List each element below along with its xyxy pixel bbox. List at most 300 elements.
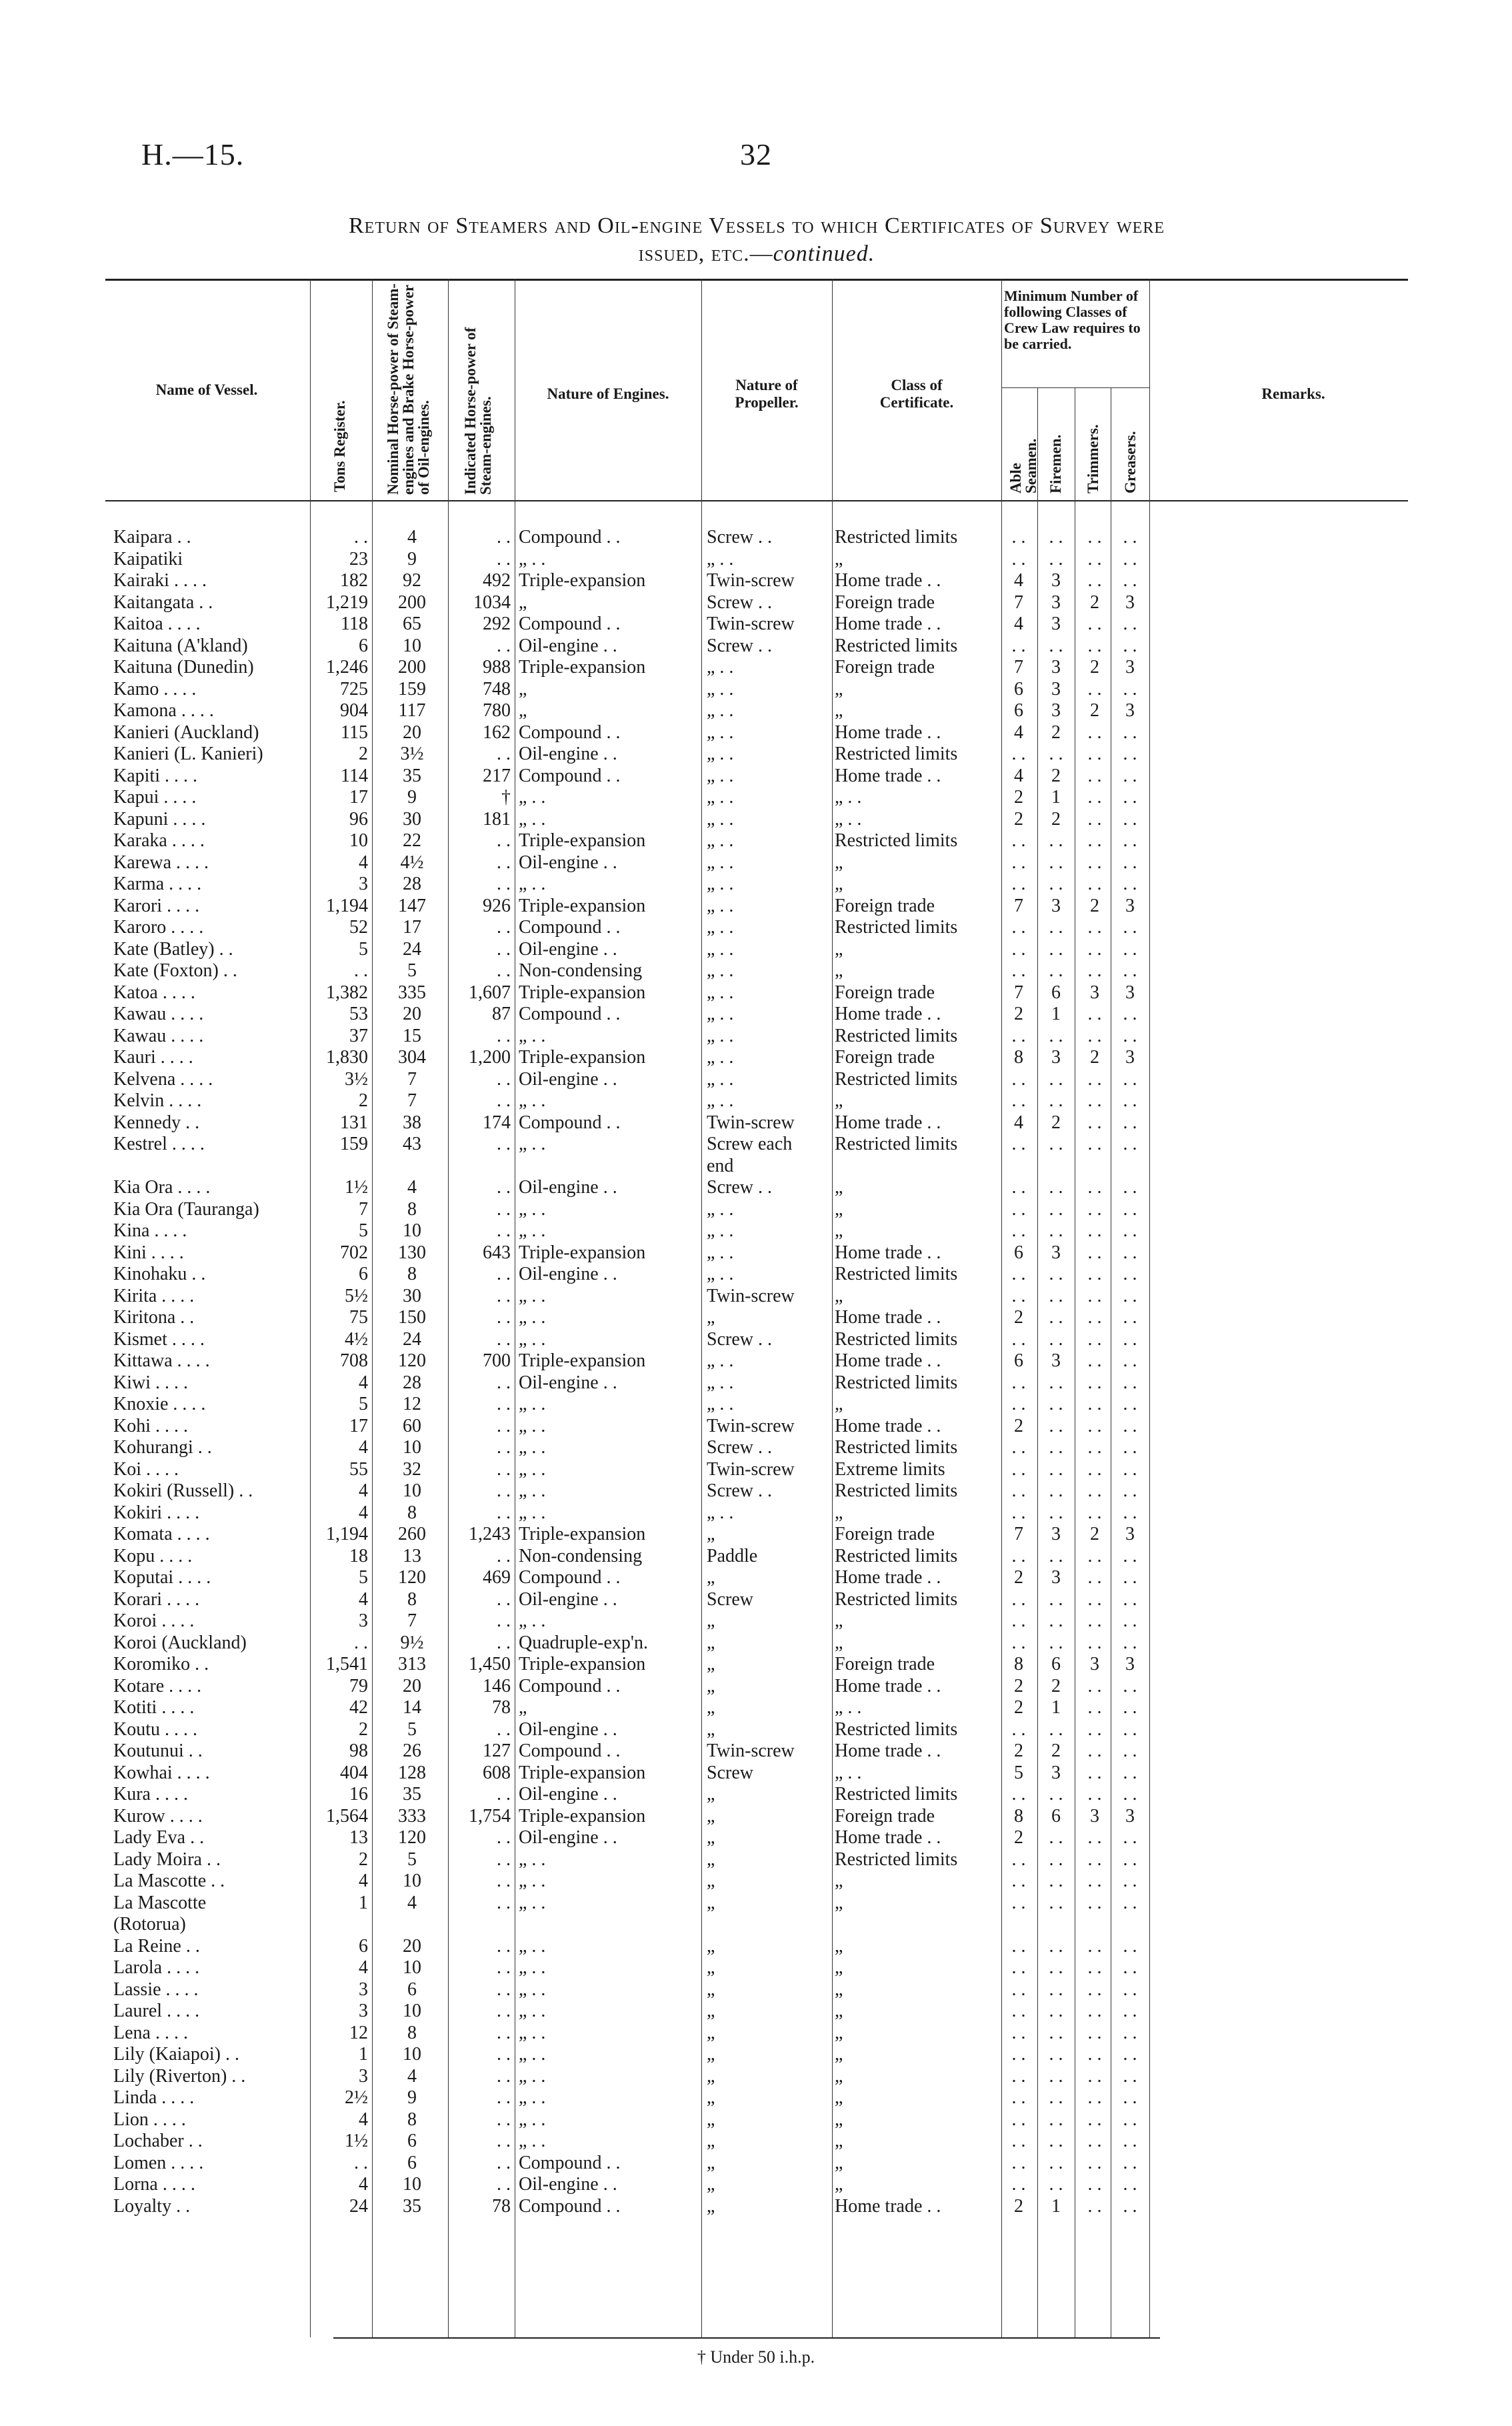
nominal-hp: 26 [403, 1740, 421, 1761]
trimmers-count: . . [1087, 1892, 1102, 1913]
propeller-type: „ . . [707, 874, 734, 894]
indicated-hp: . . [497, 1502, 511, 1523]
trimmers-count: 2 [1090, 700, 1099, 721]
firemen-count: 3 [1051, 1047, 1061, 1068]
engine-type: „ . . [519, 808, 546, 830]
greasers-count: . . [1123, 1567, 1137, 1588]
tons-register: 16 [349, 1784, 368, 1804]
engine-type: Compound . . [519, 1004, 621, 1024]
greasers-count: . . [1123, 1328, 1137, 1350]
certificate-class: Foreign trade [835, 1805, 935, 1827]
indicated-hp: 87 [492, 1004, 511, 1024]
certificate-class: „ [835, 1892, 843, 1913]
certificate-class: „ [835, 1935, 843, 1957]
nominal-hp: 28 [403, 1372, 421, 1393]
propeller-type: Twin-screw [707, 570, 795, 591]
greasers-count: . . [1123, 722, 1137, 743]
engine-type: „ . . [519, 2065, 546, 2087]
firemen-count: . . [1049, 1935, 1063, 1957]
indicated-hp: . . [497, 1849, 511, 1870]
nominal-hp: 60 [403, 1415, 421, 1436]
certificate-class: „ [835, 548, 843, 569]
trimmers-count: . . [1087, 570, 1102, 591]
nominal-hp: 10 [403, 1871, 421, 1891]
nominal-hp: 10 [403, 1220, 421, 1241]
greasers-count: . . [1123, 960, 1137, 981]
trimmers-count: . . [1087, 1458, 1102, 1480]
engine-type: Compound . . [519, 2195, 621, 2217]
propeller-type: Screw . . [707, 1437, 772, 1458]
propeller-type: „ [707, 1307, 715, 1328]
col-head-certificate: Class of Certificate. [879, 377, 954, 411]
greasers-count: 3 [1125, 1805, 1135, 1827]
table-row [0, 1459, 1512, 1480]
vessel-name: Lily (Riverton) . . [113, 2065, 246, 2087]
vessel-name: La Reine . . [113, 1935, 200, 1957]
certificate-class: „ [835, 2065, 843, 2087]
table-row [0, 1676, 1512, 1697]
greasers-count: . . [1123, 1718, 1137, 1740]
table-row [0, 1220, 1512, 1242]
certificate-class: „ [835, 1610, 843, 1631]
propeller-type: „ [707, 2131, 715, 2151]
engine-type: „ . . [519, 1849, 546, 1870]
table-row [0, 766, 1512, 787]
indicated-hp: 174 [483, 1112, 511, 1133]
col-head-greasers: Greasers. [1122, 431, 1139, 493]
table-row [0, 1004, 1512, 1025]
nominal-hp: 6 [407, 2131, 417, 2151]
header-bottom-rule [105, 500, 1408, 501]
trimmers-count: . . [1087, 787, 1102, 808]
tons-register: 1,194 [326, 895, 368, 916]
certificate-class: Extreme limits [835, 1458, 945, 1480]
firemen-count: . . [1049, 1871, 1063, 1891]
propeller-type: Screw . . [707, 1177, 772, 1198]
engine-type: Oil-engine . . [519, 1827, 617, 1848]
table-row [0, 722, 1512, 744]
indicated-hp: 78 [492, 1697, 511, 1718]
title-line-2-italic: continued. [773, 241, 875, 266]
firemen-count: . . [1049, 635, 1063, 656]
vessel-name: Kaituna (A'kland) [113, 635, 248, 656]
greasers-count: . . [1123, 1957, 1137, 1978]
tons-register: 5 [359, 1567, 368, 1588]
trimmers-count: 2 [1090, 657, 1099, 678]
tons-register: 12 [349, 2022, 368, 2043]
indicated-hp: . . [497, 1177, 511, 1198]
firemen-count: . . [1049, 1632, 1063, 1653]
tons-register: 6 [359, 1935, 368, 1957]
propeller-type: „ [707, 2195, 715, 2217]
trimmers-count: . . [1087, 1134, 1102, 1154]
trimmers-count: . . [1087, 2022, 1102, 2043]
firemen-count: . . [1049, 1328, 1063, 1350]
tons-register: 4 [359, 2109, 368, 2130]
nominal-hp: 43 [403, 1134, 421, 1154]
indicated-hp: . . [497, 1935, 511, 1957]
indicated-hp: . . [497, 917, 511, 938]
tons-register: 1,382 [326, 982, 368, 1003]
col-head-engines: Nature of Engines. [547, 385, 669, 402]
certificate-class: Restricted limits [835, 1545, 958, 1566]
nominal-hp: 304 [398, 1047, 426, 1068]
indicated-hp: . . [497, 2065, 511, 2087]
engine-type: Triple-expansion [519, 570, 646, 591]
propeller-type: „ . . [707, 700, 734, 721]
engine-type: Triple-expansion [519, 657, 646, 678]
indicated-hp: . . [497, 548, 511, 569]
indicated-hp: . . [497, 1827, 511, 1848]
table-row [0, 1134, 1512, 1155]
able-seamen: 7 [1014, 895, 1023, 916]
nominal-hp: 159 [398, 678, 426, 700]
indicated-hp: . . [497, 1588, 511, 1610]
engine-type: Oil-engine . . [519, 1068, 617, 1090]
engine-type: „ . . [519, 874, 546, 894]
propeller-type: „ [707, 1827, 715, 1848]
firemen-count: 3 [1051, 678, 1061, 700]
certificate-class: Restricted limits [835, 1328, 958, 1350]
nominal-hp: 35 [403, 1784, 421, 1804]
tons-register: 404 [340, 1762, 368, 1783]
certificate-class: Restricted limits [835, 1784, 958, 1804]
engine-type: Oil-engine . . [519, 938, 617, 960]
vessel-name: Komata . . . . [113, 1524, 210, 1544]
nominal-hp: 38 [403, 1112, 421, 1133]
firemen-count: 2 [1051, 1740, 1061, 1761]
table-row [0, 787, 1512, 808]
greasers-count: . . [1123, 527, 1137, 547]
tons-register: 37 [349, 1025, 368, 1046]
table-row [0, 1524, 1512, 1545]
trimmers-count: . . [1087, 1264, 1102, 1284]
trimmers-count: . . [1087, 2152, 1102, 2173]
indicated-hp: 1034 [473, 591, 511, 613]
able-seamen: . . [1011, 744, 1026, 764]
certificate-class: „ [835, 1394, 843, 1414]
firemen-count: . . [1049, 2131, 1063, 2151]
nominal-hp: 15 [403, 1025, 421, 1046]
firemen-count: . . [1049, 1718, 1063, 1740]
table-row [0, 1502, 1512, 1524]
certificate-class: Home trade . . [835, 1350, 941, 1371]
tons-register: 3 [359, 1979, 368, 2000]
tons-register: 23 [349, 548, 368, 569]
able-seamen: . . [1011, 960, 1026, 981]
indicated-hp: 643 [483, 1242, 511, 1263]
trimmers-count: . . [1087, 1588, 1102, 1610]
tons-register: 2 [359, 1718, 368, 1740]
engine-type: Compound . . [519, 527, 621, 547]
greasers-count: . . [1123, 1762, 1137, 1783]
propeller-type: „ [707, 1632, 715, 1653]
indicated-hp: . . [497, 1415, 511, 1436]
able-seamen: . . [1011, 2022, 1026, 2043]
nominal-hp: 10 [403, 635, 421, 656]
propeller-type: Screw . . [707, 1328, 772, 1350]
indicated-hp: 700 [483, 1350, 511, 1371]
propeller-type: „ [707, 1979, 715, 2000]
vessel-name: Kelvin . . . . [113, 1090, 202, 1111]
tons-register: 42 [349, 1697, 368, 1718]
engine-type: Oil-engine . . [519, 744, 617, 764]
certificate-class: „ [835, 2087, 843, 2108]
propeller-type: Twin-screw [707, 1285, 795, 1306]
certificate-class: Home trade . . [835, 722, 941, 743]
vessel-name: Kauri . . . . [113, 1047, 193, 1068]
tons-register: 708 [340, 1350, 368, 1371]
greasers-count: . . [1123, 1242, 1137, 1263]
col-head-indicated: Indicated Horse-power of Steam-engines. [462, 327, 494, 495]
trimmers-count: . . [1087, 1871, 1102, 1891]
engine-type: Compound . . [519, 1740, 621, 1761]
nominal-hp: 150 [398, 1307, 426, 1328]
table-row [0, 1286, 1512, 1307]
nominal-hp: 120 [398, 1567, 426, 1588]
trimmers-count: . . [1087, 2001, 1102, 2021]
tons-register: 5 [359, 1394, 368, 1414]
nominal-hp: 10 [403, 2174, 421, 2195]
propeller-type: Paddle [707, 1545, 758, 1566]
certificate-class: Foreign trade [835, 591, 935, 613]
able-seamen: . . [1011, 2152, 1026, 2173]
greasers-count: 3 [1125, 1654, 1135, 1674]
vessel-name: Kapui . . . . [113, 787, 197, 808]
indicated-hp: . . [497, 744, 511, 764]
able-seamen: 6 [1014, 700, 1023, 721]
tons-register: 114 [341, 765, 368, 786]
table-row [0, 1069, 1512, 1090]
tons-register: 5½ [345, 1285, 368, 1306]
able-seamen: 2 [1014, 787, 1023, 808]
firemen-count: . . [1049, 1545, 1063, 1566]
greasers-count: . . [1123, 570, 1137, 591]
certificate-class: Home trade . . [835, 1740, 941, 1761]
certificate-class: Restricted limits [835, 1264, 958, 1284]
engine-type: „ . . [519, 1394, 546, 1414]
propeller-type: „ . . [707, 678, 734, 700]
firemen-count: . . [1049, 1957, 1063, 1978]
table-row [0, 2066, 1512, 2087]
vessel-name: Kaitangata . . [113, 591, 213, 613]
able-seamen: . . [1011, 1957, 1026, 1978]
tons-register: 5 [359, 938, 368, 960]
vessel-name: Kanieri (Auckland) [113, 722, 259, 743]
firemen-count: . . [1049, 2022, 1063, 2043]
firemen-count: . . [1049, 1177, 1063, 1198]
trimmers-count: . . [1087, 1697, 1102, 1718]
able-seamen: . . [1011, 1220, 1026, 1241]
indicated-hp: . . [497, 1437, 511, 1458]
trimmers-count: 2 [1090, 1047, 1099, 1068]
engine-type: „ . . [519, 1610, 546, 1631]
trimmers-count: . . [1087, 1025, 1102, 1046]
indicated-hp: 146 [483, 1675, 511, 1696]
certificate-class: Restricted limits [835, 744, 958, 764]
tons-register: 75 [349, 1307, 368, 1328]
propeller-type: „ . . [707, 744, 734, 764]
greasers-count: . . [1123, 1632, 1137, 1653]
vessel-name: Lorna . . . . [113, 2174, 195, 2195]
firemen-count: . . [1049, 2152, 1063, 2173]
indicated-hp: 1,607 [469, 982, 511, 1003]
able-seamen: . . [1011, 1849, 1026, 1870]
firemen-count: 3 [1051, 570, 1061, 591]
firemen-count: . . [1049, 548, 1063, 569]
vessel-name: Koroi (Auckland) [113, 1632, 247, 1653]
tons-register: 3 [359, 874, 368, 894]
trimmers-count: . . [1087, 1112, 1102, 1133]
greasers-count: . . [1123, 2087, 1137, 2108]
able-seamen: 8 [1014, 1805, 1023, 1827]
trimmers-count: . . [1087, 527, 1102, 547]
tons-register: . . [354, 1632, 368, 1653]
able-seamen: 7 [1014, 657, 1023, 678]
vessel-name: Kiwi . . . . [113, 1372, 188, 1393]
indicated-hp: . . [497, 1610, 511, 1631]
engine-type: „ . . [519, 1025, 546, 1046]
propeller-type: Twin-screw [707, 1740, 795, 1761]
table-row [0, 1199, 1512, 1220]
tons-register: 24 [349, 2195, 368, 2217]
vessel-name: Kokiri (Russell) . . [113, 1480, 253, 1501]
certificate-class: „ [835, 852, 843, 873]
propeller-type: „ [707, 1957, 715, 1978]
trimmers-count: . . [1087, 2065, 1102, 2087]
greasers-count: . . [1123, 1285, 1137, 1306]
propeller-type: „ . . [707, 657, 734, 678]
table-row [0, 1480, 1512, 1502]
able-seamen: 6 [1014, 1350, 1023, 1371]
certificate-class: „ . . [835, 1697, 862, 1718]
propeller-type: „ . . [707, 1350, 734, 1371]
tons-register: 118 [341, 614, 368, 634]
table-row [0, 1893, 1512, 1914]
trimmers-count: . . [1087, 1090, 1102, 1111]
engine-type: Oil-engine . . [519, 852, 617, 873]
engine-type: „ [519, 700, 527, 721]
trimmers-count: . . [1087, 1372, 1102, 1393]
table-row [0, 939, 1512, 960]
table-row [0, 1112, 1512, 1134]
firemen-count: 3 [1051, 1762, 1061, 1783]
tons-register: 3½ [345, 1068, 368, 1090]
trimmers-count: . . [1087, 1740, 1102, 1761]
certificate-class: „ [835, 1979, 843, 2000]
nominal-hp: 7 [407, 1090, 417, 1111]
nominal-hp: 200 [398, 591, 426, 613]
vessel-name: Kokiri . . . . [113, 1502, 200, 1523]
indicated-hp: . . [497, 1871, 511, 1891]
trimmers-count: . . [1087, 1610, 1102, 1631]
tons-register: 1,246 [326, 657, 368, 678]
engine-type: „ . . [519, 1198, 546, 1220]
col-head-tons: Tons Register. [331, 400, 348, 492]
propeller-type: „ [707, 1805, 715, 1827]
crew-group-rule [1001, 387, 1149, 388]
trimmers-count: . . [1087, 874, 1102, 894]
engine-type: Compound . . [519, 722, 621, 743]
engine-type: Compound . . [519, 1567, 621, 1588]
firemen-count: . . [1049, 1134, 1063, 1154]
able-seamen: 7 [1014, 1524, 1023, 1544]
certificate-class: „ [835, 2022, 843, 2043]
tons-register: 98 [349, 1740, 368, 1761]
table-row [0, 1784, 1512, 1805]
propeller-type: „ . . [707, 1068, 734, 1090]
table-row [0, 1026, 1512, 1047]
nominal-hp: 14 [403, 1697, 421, 1718]
tons-register: 10 [349, 830, 368, 851]
firemen-count: . . [1049, 830, 1063, 851]
able-seamen: 2 [1014, 1740, 1023, 1761]
propeller-type: „ [707, 2152, 715, 2173]
greasers-count: . . [1123, 1740, 1137, 1761]
propeller-type: „ [707, 2022, 715, 2043]
trimmers-count: . . [1087, 2195, 1102, 2217]
certificate-class: „ [835, 1871, 843, 1891]
certificate-class: Restricted limits [835, 1134, 958, 1154]
nominal-hp: 35 [403, 2195, 421, 2217]
tons-register: 702 [340, 1242, 368, 1263]
firemen-count: . . [1049, 1372, 1063, 1393]
greasers-count: 3 [1125, 982, 1135, 1003]
greasers-count: . . [1123, 744, 1137, 764]
trimmers-count: . . [1087, 1350, 1102, 1371]
indicated-hp: 1,243 [469, 1524, 511, 1544]
firemen-count: . . [1049, 1849, 1063, 1870]
table-row [0, 614, 1512, 635]
nominal-hp: 30 [403, 808, 421, 830]
table-title [100, 212, 1413, 268]
able-seamen: . . [1011, 1068, 1026, 1090]
certificate-class: Home trade . . [835, 1242, 941, 1263]
firemen-count: 3 [1051, 1567, 1061, 1588]
indicated-hp: . . [497, 635, 511, 656]
engine-type: Triple-expansion [519, 982, 646, 1003]
tons-register: 904 [340, 700, 368, 721]
indicated-hp: 1,450 [469, 1654, 511, 1674]
certificate-class: Home trade . . [835, 1827, 941, 1848]
vessel-name: Karori . . . . [113, 895, 200, 916]
tons-register: 1,541 [326, 1654, 368, 1674]
trimmers-count: . . [1087, 852, 1102, 873]
able-seamen: . . [1011, 1935, 1026, 1957]
engine-type: Oil-engine . . [519, 2174, 617, 2195]
tons-register: 17 [349, 787, 368, 808]
indicated-hp: 780 [483, 700, 511, 721]
nominal-hp: 7 [407, 1068, 417, 1090]
indicated-hp: . . [497, 2044, 511, 2065]
vessel-name: Lomen . . . . [113, 2152, 204, 2173]
able-seamen: . . [1011, 2001, 1026, 2021]
able-seamen: 4 [1014, 1112, 1023, 1133]
table-row [0, 1394, 1512, 1415]
trimmers-count: . . [1087, 1567, 1102, 1588]
trimmers-count: . . [1087, 2087, 1102, 2108]
greasers-count: . . [1123, 1979, 1137, 2000]
engine-type: Triple-expansion [519, 1805, 646, 1827]
greasers-count: . . [1123, 2174, 1137, 2195]
indicated-hp: 162 [483, 722, 511, 743]
vessel-name: Koutu . . . . [113, 1718, 197, 1740]
table-bottom-rule [333, 2337, 1160, 2339]
certificate-class: Home trade . . [835, 765, 941, 786]
able-seamen: . . [1011, 1025, 1026, 1046]
col-head-crew-group: Minimum Number of following Classes of Crew Law requires to be carried. [1004, 287, 1141, 352]
propeller-type: Screw [707, 1762, 753, 1783]
